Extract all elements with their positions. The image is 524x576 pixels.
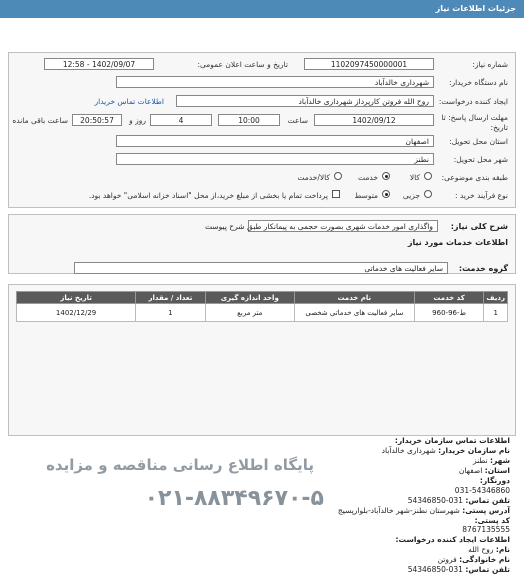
service-group-field: سایر فعالیت های خدماتی xyxy=(74,262,448,274)
col-header-code: کد خدمت xyxy=(414,292,484,304)
address-line: آدرس پستی: شهرستان نطنز-شهر خالدآباد-بلوارپسیج xyxy=(337,506,510,515)
city-label: شهر محل تحویل: xyxy=(453,155,508,164)
table-row xyxy=(17,304,508,322)
announce-label: تاریخ و ساعت اعلان عمومی: xyxy=(197,60,288,69)
cell-qty: 1 xyxy=(136,304,205,322)
table-header-row xyxy=(17,292,508,304)
province-label: استان محل تحویل: xyxy=(449,137,508,146)
creator-label: ایجاد کننده درخواست: xyxy=(438,97,508,106)
days-label: روز و xyxy=(129,116,146,125)
buyer-contact-link[interactable]: اطلاعات تماس خریدار xyxy=(94,97,164,106)
cell-date: 1402/12/29 xyxy=(17,304,136,322)
category-radio-goods[interactable] xyxy=(424,172,432,180)
category-radio-goods-service[interactable] xyxy=(334,172,342,180)
deadline-sub-label: تاریخ: xyxy=(490,123,508,132)
remaining-time-field: 20:50:57 xyxy=(72,114,122,126)
fax-value-line: 031-54346860 xyxy=(454,486,510,495)
province-field: اصفهان xyxy=(116,135,434,147)
description-label: شرح کلی نیاز: xyxy=(450,222,508,231)
remaining-label: ساعت باقی مانده xyxy=(12,116,68,125)
category-label: طبقه بندی موضوعی: xyxy=(441,173,508,182)
services-table xyxy=(16,291,508,322)
watermark-stamp: پایگاه اطلاع رسانی مناقصه و مزایده xyxy=(46,456,314,474)
deadline-label: مهلت ارسال پاسخ: تا xyxy=(441,113,508,122)
process-label: نوع فرآیند خرید : xyxy=(454,191,508,200)
cell-name: سایر فعالیت های خدماتی شخصی xyxy=(294,304,414,322)
col-header-row: ردیف xyxy=(484,292,508,304)
page-header: جزئیات اطلاعات نیاز xyxy=(0,0,524,18)
city-field: نطنز xyxy=(116,153,434,165)
watermark-phone: ۰۲۱-۸۸۳۴۹۶۷۰-۵ xyxy=(144,486,324,511)
need-number-label: شماره نیاز: xyxy=(472,60,508,69)
process-radio-medium[interactable] xyxy=(382,190,390,198)
creator-contact-title: اطلاعات ایجاد کننده درخواست: xyxy=(395,535,510,544)
need-number-field: 1102097450000001 xyxy=(304,58,434,70)
col-header-date: تاریخ نیاز xyxy=(17,292,136,304)
process-option-minor: جزیی xyxy=(402,191,420,200)
category-option-service: خدمت xyxy=(358,173,378,182)
description-field: واگذاری امور خدمات شهری بصورت حجمی به پیمانکار طبق شرح پیوست xyxy=(248,220,438,232)
contact-city-line: شهر: نطنز xyxy=(472,456,510,465)
category-option-goods-service: کالا/خدمت xyxy=(297,173,330,182)
buyer-org-label: نام دستگاه خریدار: xyxy=(448,78,508,87)
creator-field: روح الله فروتن کارپرداز شهرداری خالدآباد xyxy=(176,95,434,107)
days-field: 4 xyxy=(150,114,212,126)
process-option-medium: متوسط xyxy=(354,191,378,200)
treasury-payment-checkbox[interactable] xyxy=(332,190,340,198)
creator-phone-line: تلفن تماس: 031-54346850 xyxy=(407,565,510,574)
announce-field: 1402/09/07 - 12:58 xyxy=(44,58,154,70)
cell-code: ط-96-960 xyxy=(414,304,484,322)
payment-note: پرداخت تمام یا بخشی از مبلغ خرید،از محل "اسناد خزانه اسلامی" خواهد بود. xyxy=(88,191,328,200)
deadline-date-field: 1402/09/12 xyxy=(314,114,434,126)
contact-province-line: استان: اصفهان xyxy=(458,466,510,475)
process-radio-minor[interactable] xyxy=(424,190,432,198)
col-header-unit: واحد اندازه گیری xyxy=(205,292,294,304)
last-name-line: نام خانوادگی: فروتن xyxy=(437,555,510,564)
buyer-contact-title: اطلاعات تماس سازمان خریدار: xyxy=(394,436,510,445)
postal-label-line: کد پستی: xyxy=(474,516,510,525)
phone-line: تلفن تماس: 031-54346850 xyxy=(407,496,510,505)
postal-value-line: 8767135555 xyxy=(462,525,510,534)
first-name-line: نام: روح الله xyxy=(468,545,510,554)
col-header-qty: تعداد / مقدار xyxy=(136,292,205,304)
cell-unit: متر مربع xyxy=(205,304,294,322)
service-group-label: گروه خدمت: xyxy=(458,264,508,273)
cell-row: 1 xyxy=(484,304,508,322)
buyer-org-field: شهرداری خالدآباد xyxy=(116,76,434,88)
category-option-goods: کالا xyxy=(409,173,420,182)
time-label: ساعت xyxy=(287,116,308,125)
deadline-time-field: 10:00 xyxy=(218,114,280,126)
fax-label-line: دورنگار: xyxy=(479,476,510,485)
services-section-title: اطلاعات خدمات مورد نیاز xyxy=(407,238,508,247)
buyer-name-line: نام سازمان خریدار: شهرداری خالدآباد xyxy=(381,446,510,455)
category-radio-service[interactable] xyxy=(382,172,390,180)
col-header-name: نام خدمت xyxy=(294,292,414,304)
